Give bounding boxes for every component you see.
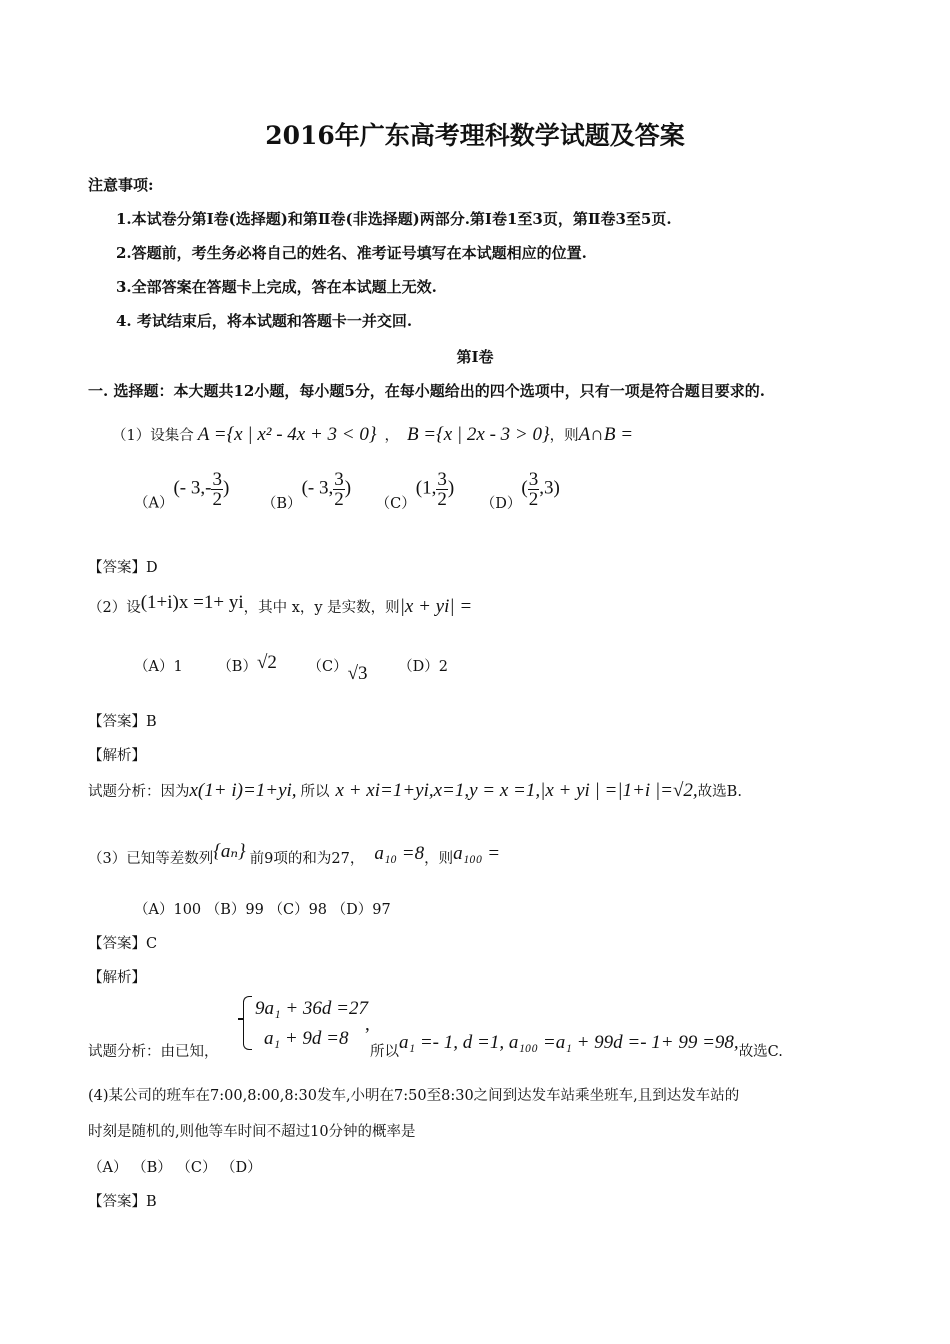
q2-stem: （2）设(1+i)x =1+ yi，其中 x，y 是实数，则|x + yi| = <box>88 592 473 617</box>
q4-options: （A） （B） （C） （D） <box>88 1160 262 1176</box>
notice-heading: 注意事项: <box>88 176 154 194</box>
q1-prefix: （1）设集合 <box>112 428 194 444</box>
notice-item-1: 1.本试卷分第Ⅰ卷(选择题)和第Ⅱ卷(非选择题)两部分.第Ⅰ卷1至3页，第Ⅱ卷3至5页. <box>116 210 672 228</box>
q1-option-c: （C） <box>375 495 416 512</box>
part-title: 第Ⅰ卷 <box>456 348 494 366</box>
q2-expr: |x + yi| = <box>399 596 473 617</box>
q1-option-d: （D） <box>480 495 522 512</box>
page-title: 2016年广东高考理科数学试题及答案 <box>265 121 685 150</box>
q1-option-b: （B） <box>261 495 302 512</box>
equation-system-brace <box>243 996 252 1050</box>
q1-setB: B ={x | 2x - 3 > 0} <box>406 424 550 445</box>
q2-answer: 【答案】B <box>88 714 157 730</box>
q1-sep: ， <box>384 428 399 444</box>
q2-analysis-label: 【解析】 <box>88 748 146 764</box>
q3-options: （A）100 （B）99 （C）98 （D）97 <box>134 902 391 918</box>
q3-analysis-prefix: 试题分析：由已知， <box>88 1044 219 1060</box>
q1-setA: A ={x | x² - 4x + 3 < 0} <box>197 424 377 445</box>
q2-analysis: 试题分析：因为x(1+ i)=1+yi, 所以 x + xi=1+yi,x=1,y = x =1,|x + yi | =|1+i |=√2,故选B. <box>88 780 742 801</box>
q3-answer: 【答案】C <box>88 936 158 952</box>
q1-stem <box>112 424 633 446</box>
equation-system-brace-tip <box>238 1018 244 1020</box>
notice-item-4: 4. 考试结束后，将本试题和答题卡一并交回. <box>116 312 413 330</box>
q4-line-1: (4)某公司的班车在7:00,8:00,8:30发车,小明在7:50至8:30之间到达发车站乘坐班车,且到达发车站的 <box>88 1088 740 1104</box>
q1-option-a: （A） <box>134 495 174 512</box>
notice-item-2: 2.答题前，考生务必将自己的姓名、准考证号填写在本试题相应的位置. <box>116 244 587 262</box>
q4-line-2: 时刻是随机的,则他等车时间不超过10分钟的概率是 <box>88 1124 416 1140</box>
q1-expr: A∩B = <box>578 424 634 445</box>
q4-answer: 【答案】B <box>88 1194 157 1210</box>
q3-system-eq1: 9a₁ + 36d =27 <box>255 998 368 1019</box>
q3-analysis: 所以a₁ =- 1, d =1, a₁₀₀ =a₁ + 99d =- 1+ 99 =98,故选C. <box>370 1032 783 1060</box>
q1-options: （A）(- 3,- $\frac{3}{2}$ ) （B）(- 3, $\frac{3}{2}$ ) （C）(1, $\frac{3}{2}$ ) （D）( $\frac{3}{2}$ ,3) <box>134 469 560 512</box>
q1-answer: 【答案】D <box>88 560 158 576</box>
section-heading: 一. 选择题：本大题共12小题，每小题5分，在每小题给出的四个选项中，只有一项是符合题目要求的. <box>88 382 765 400</box>
q2-equation: (1+i)x =1+ yi <box>140 592 244 613</box>
q3-stem: （3）已知等差数列{aₙ} 前9项的和为27， a₁₀ =8，则a₁₀₀ = <box>88 841 501 867</box>
q3-system-eq2: a₁ + 9d =8 <box>264 1028 349 1049</box>
q3-analysis-label: 【解析】 <box>88 970 146 986</box>
q3-system-comma: , <box>365 1014 370 1035</box>
q1-then: ，则 <box>549 428 579 444</box>
q2-options: （A）1 （B）√2 （C）√3 （D）2 <box>134 652 449 684</box>
notice-item-3: 3.全部答案在答题卡上完成，答在本试题上无效. <box>116 278 437 296</box>
